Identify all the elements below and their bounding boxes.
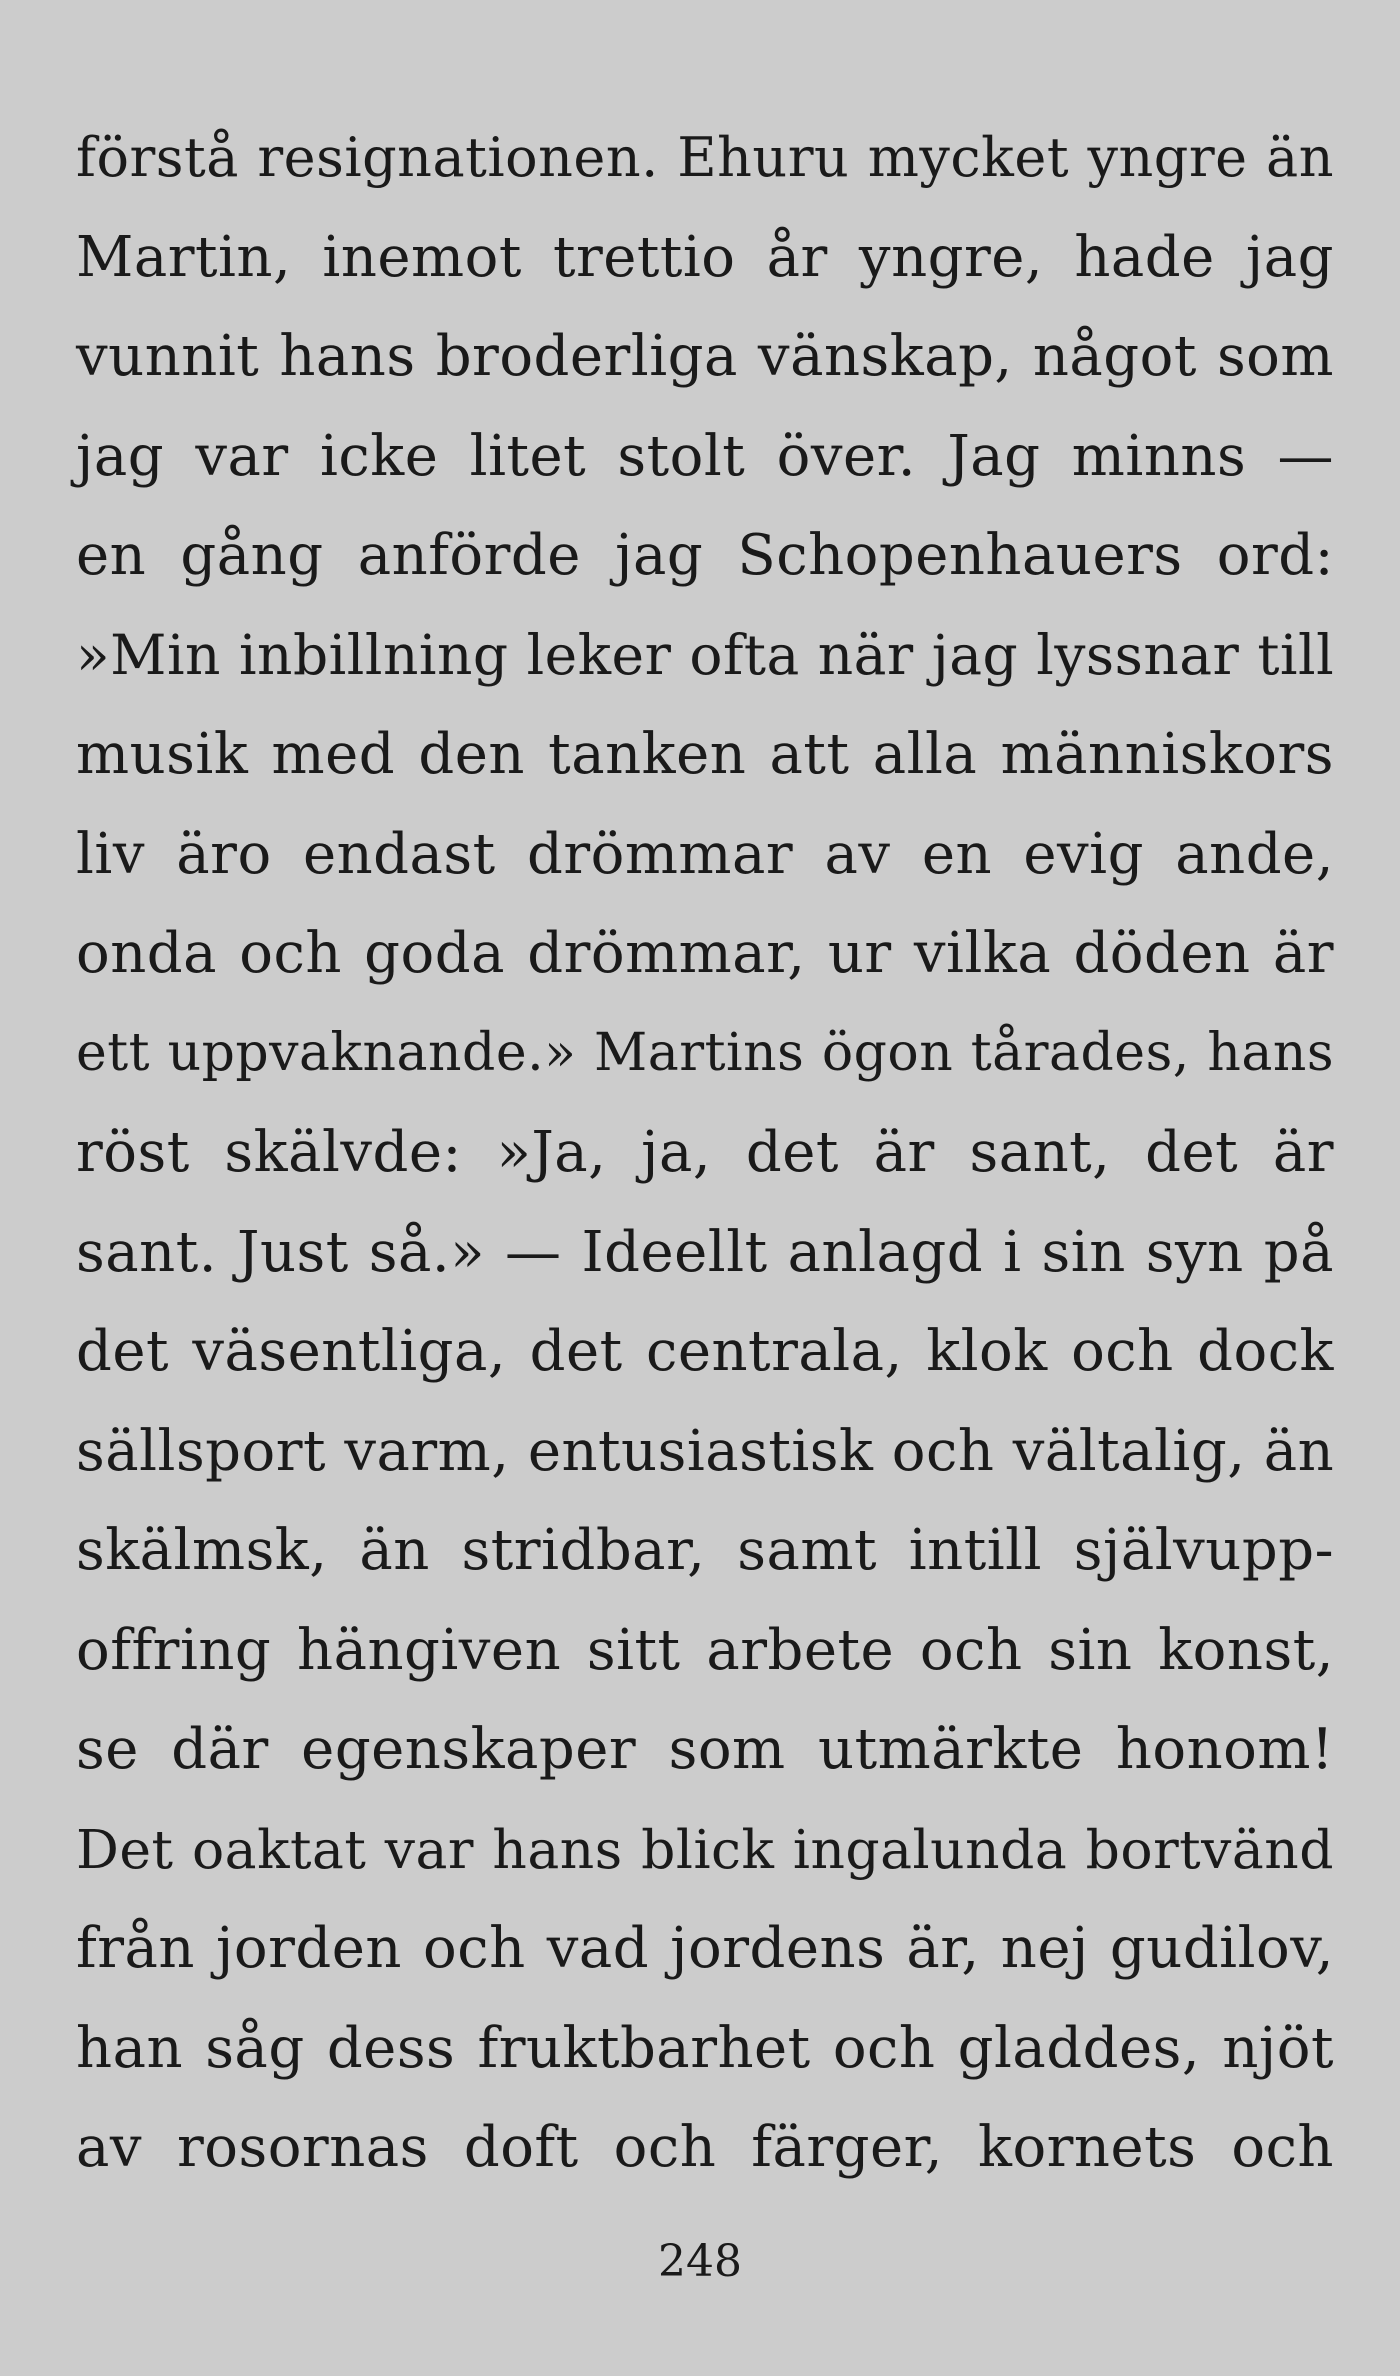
text-line-9: onda och goda drömmar, ur vilka döden är bbox=[76, 921, 1334, 986]
text-line-7: musik med den tanken att alla människors bbox=[76, 722, 1334, 787]
text-line-19: från jorden och vad jordens är, nej gudilov, bbox=[76, 1916, 1334, 1981]
text-line-2: Martin, inemot trettio år yngre, hade jag bbox=[76, 224, 1334, 290]
text-line-17: se där egenskaper som utmärkte honom! bbox=[76, 1717, 1334, 1782]
text-line-8: liv äro endast drömmar av en evig ande, bbox=[76, 821, 1334, 887]
text-line-14: sällsport varm, entusiastisk och vältalig, än bbox=[76, 1418, 1335, 1484]
text-line-3: vunnit hans broderliga vänskap, något som bbox=[76, 324, 1334, 389]
text-line-18: Det oaktat var hans blick ingalunda bortvänd bbox=[76, 1817, 1334, 1881]
page-number: 248 bbox=[658, 2236, 742, 2287]
text-line-20: han såg dess fruktbarhet och gladdes, njöt bbox=[76, 2015, 1334, 2081]
text-line-4: jag var icke litet stolt över. Jag minns — bbox=[76, 423, 1334, 489]
text-line-1: förstå resignationen. Ehuru mycket yngre än bbox=[76, 126, 1334, 189]
text-line-12: sant. Just så.» — Ideellt anlagd i sin syn på bbox=[76, 1219, 1334, 1285]
text-line-15: skälmsk, än stridbar, samt intill självupp- bbox=[76, 1518, 1334, 1583]
text-line-21: av rosornas doft och färger, kornets och bbox=[76, 2115, 1334, 2180]
text-line-6: »Min inbillning leker ofta när jag lyssnar till bbox=[76, 622, 1335, 687]
text-line-16: offring hängiven sitt arbete och sin konst, bbox=[76, 1617, 1334, 1683]
body-text bbox=[76, 108, 1334, 2198]
text-line-13: det väsentliga, det centrala, klok och dock bbox=[76, 1319, 1334, 1384]
text-line-5: en gång anförde jag Schopenhauers ord: bbox=[76, 523, 1334, 588]
text-line-11: röst skälvde: »Ja, ja, det är sant, det är bbox=[76, 1120, 1334, 1185]
text-line-10: ett uppvaknande.» Martins ögon tårades, hans bbox=[76, 1022, 1334, 1083]
